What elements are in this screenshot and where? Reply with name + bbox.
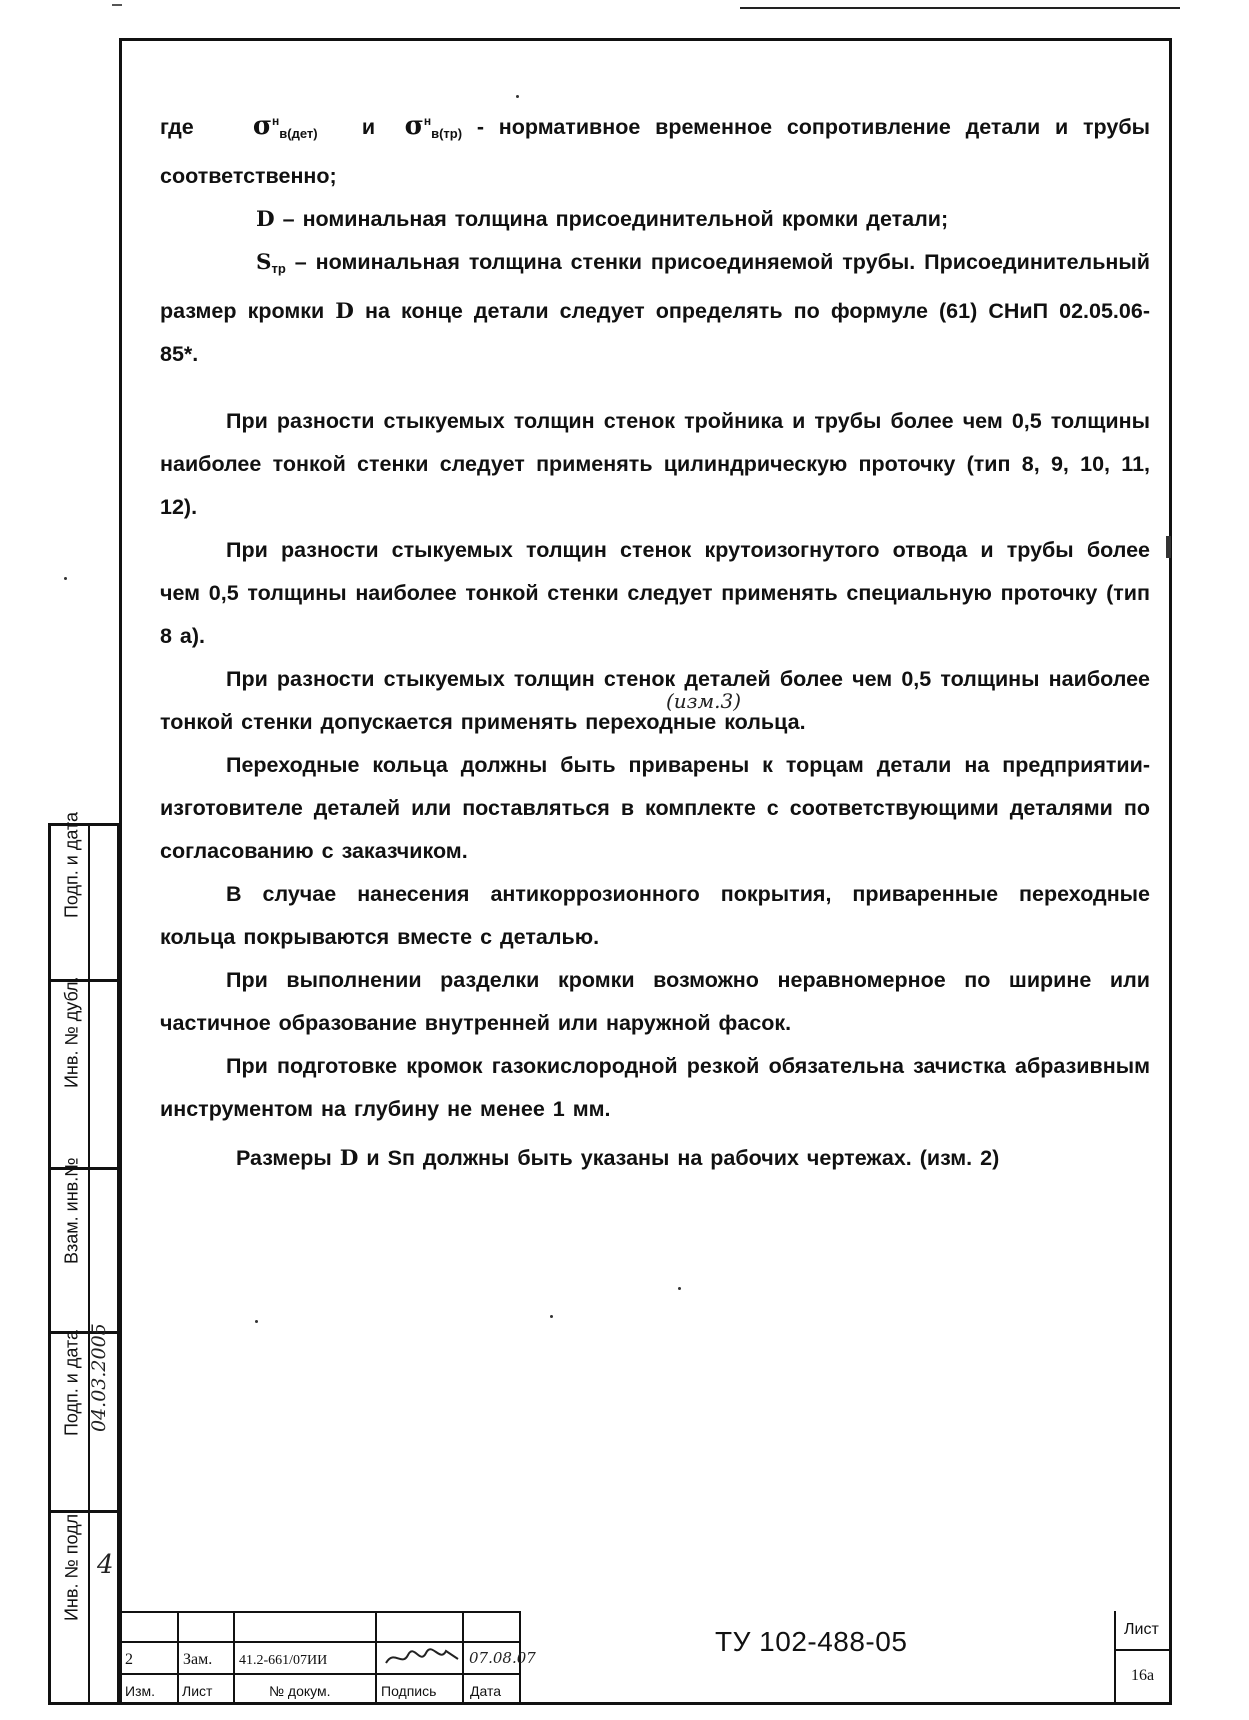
sigma-symbol: σ — [252, 111, 272, 141]
sheet-number: 16а — [1131, 1667, 1155, 1684]
paragraph-coating: В случае нанесения антикоррозионного покрытия, приваренные переходные кольца покрываются вместе с деталью. — [160, 882, 1150, 949]
izm-value: 2 — [125, 1651, 133, 1668]
word-i: и — [361, 115, 376, 139]
scan-artifact — [678, 1287, 681, 1290]
scan-artifact — [255, 1320, 258, 1323]
stamp-divider — [88, 1167, 90, 1331]
paragraph-cutting: При подготовке кромок газокислородной резкой обязательна зачистка абразивным инструментом на глубину не менее 1 мм. — [160, 1054, 1150, 1121]
definition-text: – номинальная толщина стенки присоединяемой трубы. Присоединительный размер кромки — [160, 250, 1150, 323]
subscript: в(дет) — [279, 126, 318, 141]
stamp-divider — [88, 1510, 90, 1702]
sigma-symbol: σ — [404, 111, 424, 141]
paragraph-edge-prep: При выполнении разделки кромки возможно неравномерное по ширине или частичное образование внутренней или наружной фасок. — [160, 968, 1150, 1035]
stamp-label: Подп. и дата — [61, 811, 82, 918]
paragraph-s-definition — [160, 241, 1150, 376]
stamp-label: Инв. № подл. — [61, 1508, 82, 1621]
scan-artifact — [1166, 536, 1171, 558]
symbol-d: D — [256, 207, 275, 232]
stamp-vzam-inv — [48, 1157, 120, 1334]
definition-text: на конце детали следует определять по формуле (61) СНиП 02.05.06-85*. — [160, 299, 1150, 366]
signature-scribble — [384, 1645, 460, 1669]
date-value: 07.08.07 — [469, 1649, 536, 1667]
sheet-label: Лист — [1124, 1621, 1159, 1638]
paragraph-rings-welding: Переходные кольца должны быть приварены к торцам детали на предприятии-изготовителе деталей или поставляться в комплекте с соответствующими деталями по согласованию с заказчиком. — [160, 753, 1150, 863]
paragraph-d-definition — [160, 198, 1150, 241]
stamp-label: Взам. инв.№ — [61, 1157, 82, 1264]
top-rule — [740, 7, 1180, 9]
title-block-rule — [1114, 1649, 1172, 1651]
superscript: н — [272, 114, 280, 128]
stamp-podp-data-1 — [48, 811, 120, 982]
header-doc: № докум. — [269, 1683, 331, 1699]
symbol-d: D — [335, 299, 354, 324]
scan-artifact — [516, 95, 519, 98]
dimensions-text: и Sп должны быть указаны на рабочих чертежах. — [366, 1146, 912, 1170]
scan-artifact — [550, 1315, 553, 1318]
stamp-divider — [88, 826, 90, 979]
paragraph-definitions — [160, 100, 1150, 198]
stamp-label: Подп. и дата — [61, 1329, 82, 1436]
stamp-divider — [88, 979, 90, 1167]
stamp-inv-dubl — [48, 976, 120, 1170]
header-list: Лист — [182, 1683, 213, 1699]
header-data: Дата — [470, 1683, 502, 1699]
handwritten-change-note: (изм.3) — [666, 689, 742, 713]
document-code: ТУ 102-488-05 — [715, 1626, 908, 1657]
stamp-label: Инв. № дубл. — [61, 976, 82, 1088]
stamp-inv-podl — [48, 1510, 120, 1705]
definition-text: – номинальная толщина присоединительной кромки детали; — [282, 207, 949, 231]
handwritten-number: 4 — [97, 1550, 114, 1580]
dimensions-text: Размеры — [236, 1146, 332, 1170]
paragraph-bend-text: При разности стыкуемых толщин стенок крутоизогнутого отвода и трубы более чем 0,5 толщины наиболее тонкой стенки следует применять специальную проточку (тип 8 а). — [160, 538, 1150, 648]
doc-value: 41.2-661/07ИИ — [239, 1653, 328, 1668]
paragraph-tee: При разности стыкуемых толщин стенок тройника и трубы более чем 0,5 толщины наиболее тонкой стенки следует применять цилиндрическую проточку (тип 8, 9, 10, 11, 12). — [160, 409, 1150, 519]
header-izm: Изм. — [125, 1683, 155, 1699]
subscript: в(тр) — [431, 126, 463, 141]
document-body — [160, 100, 1150, 1180]
paragraph-dimensions — [160, 1137, 1150, 1180]
paragraph-rings: При разности стыкуемых толщин стенок деталей более чем 0,5 толщины наиболее тонкой стенки допускается применять переходные кольца. — [160, 667, 1150, 734]
scan-artifact — [64, 577, 67, 580]
list-value: Зам. — [183, 1651, 213, 1668]
title-block — [119, 1611, 1172, 1705]
word-gde: где — [160, 115, 194, 139]
stamp-podp-data-2 — [48, 1323, 120, 1513]
change-note: (изм. 2) — [919, 1146, 1000, 1170]
superscript: н — [423, 114, 432, 128]
col-sheet — [1114, 1611, 1116, 1705]
handwritten-date: 04.03.2005 — [88, 1323, 110, 1432]
header-podpis: Подпись — [381, 1683, 437, 1699]
definition-text: - нормативное временное сопротивление детали и трубы соответственно; — [160, 115, 1150, 188]
subscript: тр — [271, 261, 286, 276]
symbol-d: D — [339, 1146, 359, 1171]
symbol-s: S — [256, 250, 272, 275]
scan-artifact — [112, 4, 122, 6]
